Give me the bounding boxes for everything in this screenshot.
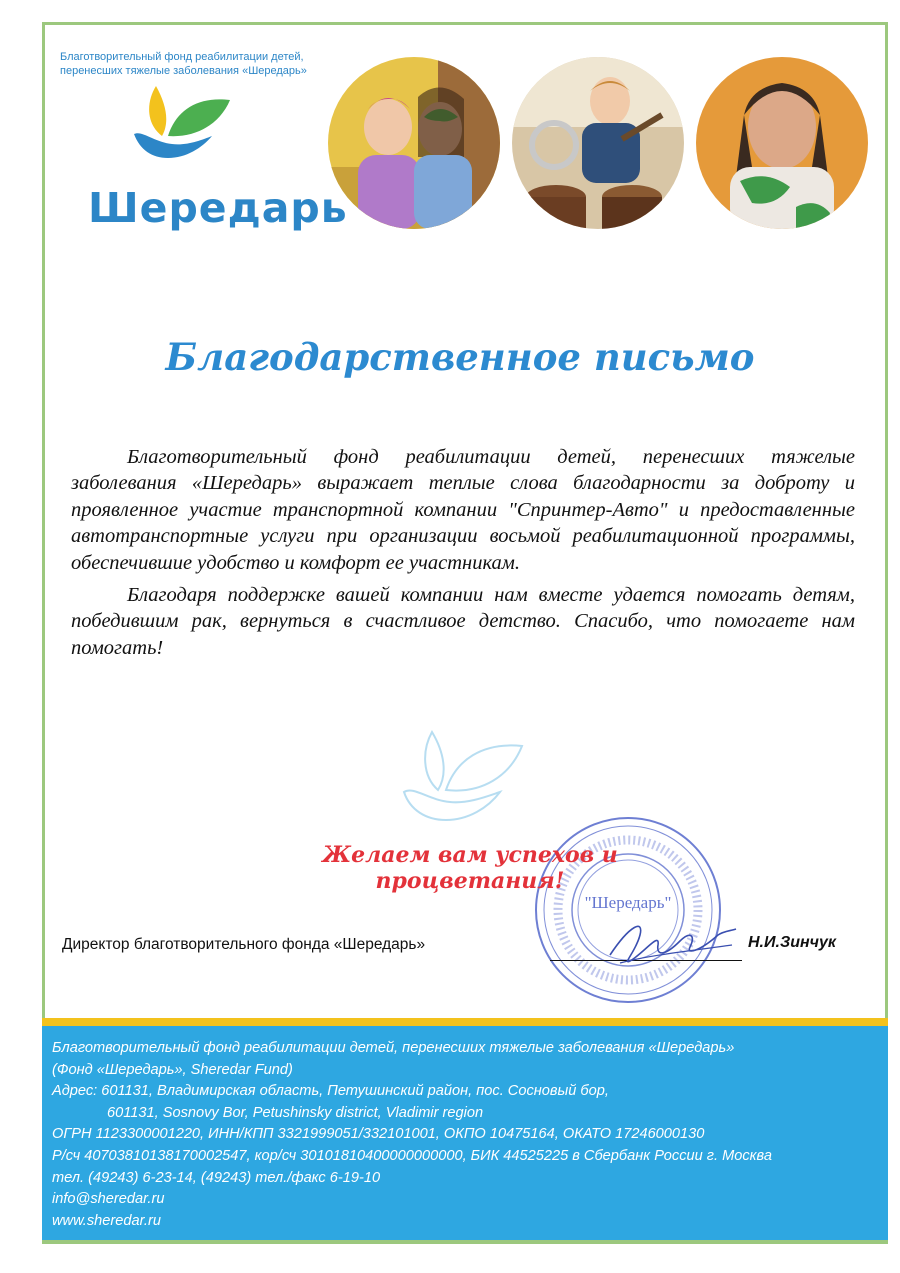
footer-bank: Р/сч 40703810138170002547, кор/сч 30101810400000000000, БИК 44525225 в Сбербанк России г. Москва bbox=[52, 1147, 772, 1164]
faint-leaves-icon bbox=[400, 728, 530, 828]
stamp-center-text: "Шередарь" bbox=[584, 893, 672, 912]
footer-line-2: (Фонд «Шередарь», Sheredar Fund) bbox=[52, 1061, 293, 1078]
footer-phone: тел. (49243) 6-23-14, (49243) тел./факс 6-19-10 bbox=[52, 1169, 381, 1186]
footer-contact-info bbox=[42, 1026, 888, 1240]
footer-green-band bbox=[42, 1240, 888, 1244]
body-paragraph-2: Благодаря поддержке вашей компании нам вместе удается помогать детям, победившим рак, вернуться в счастливое детство. Спасибо, что помогаете нам помогать! bbox=[71, 584, 855, 659]
org-name-line1: Благотворительный фонд реабилитации детей, bbox=[60, 51, 304, 63]
org-name bbox=[60, 50, 330, 78]
footer-yellow-band bbox=[42, 1018, 888, 1026]
director-position: Директор благотворительного фонда «Шередарь» bbox=[62, 936, 426, 953]
logo-wordmark: Шередарь bbox=[88, 184, 348, 232]
signature bbox=[600, 905, 740, 975]
letter-title: Благодарственное письмо bbox=[165, 335, 755, 379]
signer-name: Н.И.Зинчук bbox=[748, 934, 837, 951]
wish-text: Желаем вам успехов и процветания! bbox=[322, 842, 618, 894]
footer-registration: ОГРН 1123300001220, ИНН/КПП 3321999051/332101001, ОКПО 10475164, ОКАТО 17246000130 bbox=[52, 1126, 705, 1143]
photo-children-facepaint bbox=[328, 57, 500, 229]
body-paragraph-1: Благотворительный фонд реабилитации детей, перенесших тяжелые заболевания «Шередарь» выражает теплые слова благодарности за доброту и проявленное участие транспортной компании "Спринтер-Авто" и предоставленные автотранспортные услуги при организации восьмой реабилитационной программы, обеспечившие удобство и комфорт ее участникам. bbox=[71, 446, 855, 574]
org-name-line2: перенесших тяжелые заболевания «Шередарь» bbox=[60, 65, 307, 77]
footer-address: Адрес: 601131, Владимирская область, Петушинский район, пос. Сосновый бор, bbox=[52, 1083, 609, 1100]
footer-line-1: Благотворительный фонд реабилитации детей, перенесших тяжелые заболевания «Шередарь» bbox=[52, 1040, 735, 1056]
leaves-logo-icon bbox=[132, 84, 232, 164]
photo-child-drums bbox=[512, 57, 684, 229]
footer-address-en: 601131, Sosnovy Bor, Petushinsky district, Vladimir region bbox=[107, 1104, 484, 1121]
footer-email: info@sheredar.ru bbox=[52, 1191, 165, 1208]
letter-body bbox=[71, 444, 855, 667]
photo-child-paint bbox=[696, 57, 868, 229]
footer-website: www.sheredar.ru bbox=[52, 1212, 161, 1229]
